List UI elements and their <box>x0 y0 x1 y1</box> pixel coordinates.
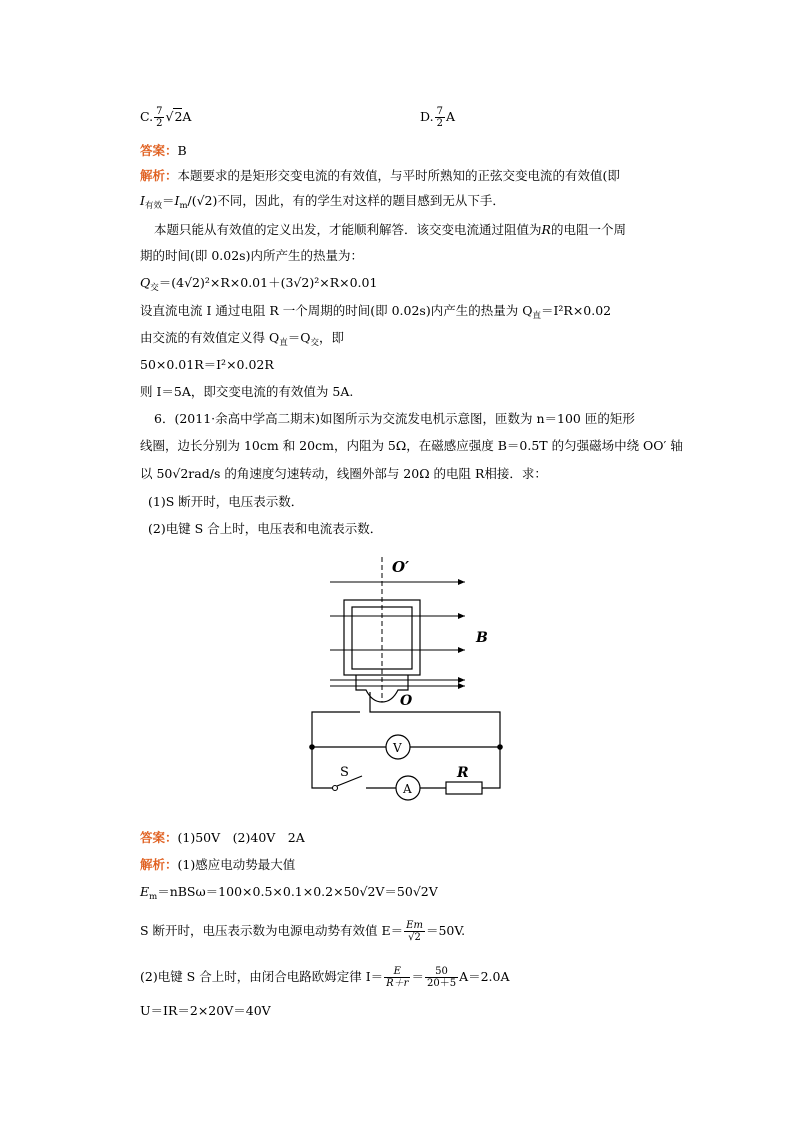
question-text: 以 50√2rad/s 的角速度匀速转动，线圈外部与 20Ω 的电阻 R相接．求： <box>140 466 547 481</box>
analysis-line-3 <box>154 222 626 238</box>
label-v: V <box>393 741 402 755</box>
analysis-line-9 <box>140 384 353 400</box>
fraction-denominator: R＋r <box>386 978 409 989</box>
analysis-line-4 <box>140 248 363 264</box>
fraction-denominator: √2 <box>408 932 421 943</box>
subscript: 交 <box>310 338 320 348</box>
switch-contact <box>333 786 338 791</box>
fraction-numerator: 50 <box>425 966 458 978</box>
analysis-line-7 <box>140 330 344 351</box>
subscript: 交 <box>150 283 159 293</box>
wire <box>482 747 500 788</box>
analysis-text: (1)感应电动势最大值 <box>177 857 296 872</box>
equals: ＝ <box>161 193 175 208</box>
analysis-text: 的电阻一个周 <box>550 222 626 237</box>
analysis-text: ＝50V. <box>425 923 466 938</box>
question-text: 线圈，边长分别为 10cm 和 20cm，内阻为 5Ω，在磁感应强度 B＝0.5T 的匀强磁场中绕 OO′ 轴 <box>140 438 683 453</box>
analysis-text: 期的时间(即 0.02s)内所产生的热量为： <box>140 248 363 263</box>
option-d-unit: A <box>445 109 455 124</box>
analysis-label: 解析： <box>140 857 178 872</box>
wire <box>312 712 360 747</box>
analysis2-line-1 <box>140 857 295 873</box>
option-d-denominator: 2 <box>436 118 443 129</box>
label-b: B <box>476 630 488 646</box>
equation: ＝Q <box>287 330 311 345</box>
equation: ＝nBSω＝100×0.5×0.1×0.2×50√2V＝50√2V <box>157 884 438 899</box>
option-c-radicand: 2 <box>174 109 183 124</box>
answer-value: (1)50V (2)40V 2A <box>177 830 305 845</box>
option-c-numerator: 7 <box>156 106 163 117</box>
generator-circuit-diagram <box>300 552 520 802</box>
subscript-m: m <box>179 201 188 211</box>
analysis-line-2 <box>140 193 505 214</box>
answer-label: 答案： <box>140 830 178 845</box>
analysis2-line-4 <box>140 966 510 989</box>
analysis-text: 则 I＝5A，即交变电流的有效值为 5A. <box>140 384 354 399</box>
fraction-numerator: Em <box>406 920 423 931</box>
analysis-text: 设直流电流 I 通过电阻 R 一个周期的时间(即 0.02s)内产生的热量为 Q <box>140 303 533 318</box>
option-c-label: C. <box>140 109 154 124</box>
question-6-line-2 <box>140 438 683 454</box>
equals: ＝ <box>411 969 424 984</box>
label-o: O <box>400 693 413 709</box>
question-part: (1)S 断开时，电压表示数． <box>148 494 304 509</box>
option-d-label: D. <box>420 109 434 124</box>
analysis-line-8 <box>140 357 274 373</box>
symbol-I: I <box>140 193 145 208</box>
option-d-numerator: 7 <box>436 106 443 117</box>
question-6-part-1 <box>148 494 303 510</box>
analysis-line-6 <box>140 303 611 324</box>
question-6-part-2 <box>148 521 382 537</box>
analysis-text: 由交流的有效值定义得 Q <box>140 330 280 345</box>
question-part: (2)电键 S 合上时，电压表和电流表示数． <box>148 521 383 536</box>
analysis-text: /(√2)不同，因此，有的学生对这样的题目感到无从下手． <box>187 193 505 208</box>
option-c-denominator: 2 <box>156 118 163 129</box>
equation: ＝I²R×0.02 <box>540 303 612 318</box>
question-6-line-1 <box>154 411 635 427</box>
answer-label: 答案： <box>140 143 178 158</box>
analysis-label: 解析： <box>140 168 178 183</box>
answer-value: B <box>177 143 187 158</box>
symbol-Im: I <box>174 193 180 208</box>
symbol-R: R <box>541 222 551 237</box>
option-c-unit: A <box>182 109 192 124</box>
equation: ＝(4√2)²×R×0.01＋(3√2)²×R×0.01 <box>158 275 378 290</box>
label-o-prime: O′ <box>392 558 410 576</box>
equation: 50×0.01R＝I²×0.02R <box>140 357 274 372</box>
label-a: A <box>403 782 412 796</box>
analysis-text: 本题只能从有效值的定义出发，才能顺利解答．该交变电流通过阻值为 <box>154 222 542 237</box>
option-d-fraction <box>435 106 445 129</box>
analysis-text: A＝2.0A <box>459 969 510 984</box>
fraction <box>404 920 425 943</box>
fraction <box>425 966 458 989</box>
sqrt-symbol: √ <box>165 109 174 124</box>
wire <box>312 747 332 788</box>
subscript: 直 <box>532 311 541 321</box>
subscript: 有效 <box>144 201 162 211</box>
label-s: S <box>340 765 349 780</box>
option-d <box>420 106 455 129</box>
subscript-m: m <box>149 892 158 902</box>
question-6-line-3 <box>140 466 547 482</box>
analysis-line-1 <box>140 168 620 184</box>
question-text: 6．(2011·余高中学高二期末)如图所示为交流发电机示意图，匝数为 n＝100 匝的矩形 <box>154 411 635 426</box>
option-c-fraction <box>154 106 164 129</box>
fraction <box>384 966 410 989</box>
equation: U＝IR＝2×20V＝40V <box>140 1003 271 1018</box>
analysis-text: (2)电键 S 合上时，由闭合电路欧姆定律 I＝ <box>140 969 384 984</box>
resistor-r <box>446 782 482 794</box>
symbol-Q: Q <box>140 275 151 290</box>
analysis2-line-5 <box>140 1003 271 1019</box>
symbol-E: E <box>140 884 150 899</box>
analysis2-line-3 <box>140 920 465 943</box>
option-c <box>140 106 191 129</box>
subscript: 直 <box>279 338 288 348</box>
analysis-line-5 <box>140 275 377 296</box>
label-r: R <box>457 765 469 781</box>
answer-line-1 <box>140 143 187 159</box>
analysis-text: 本题要求的是矩形交变电流的有效值，与平时所熟知的正弦交变电流的有效值(即 <box>177 168 620 183</box>
analysis-text: ，即 <box>319 330 345 345</box>
fraction-numerator: E <box>384 966 410 978</box>
answer-line-2 <box>140 830 305 846</box>
fraction-denominator: 20＋5 <box>426 978 457 989</box>
analysis-text: S 断开时，电压表示数为电源电动势有效值 E＝ <box>140 923 404 938</box>
analysis2-line-2 <box>140 884 438 905</box>
